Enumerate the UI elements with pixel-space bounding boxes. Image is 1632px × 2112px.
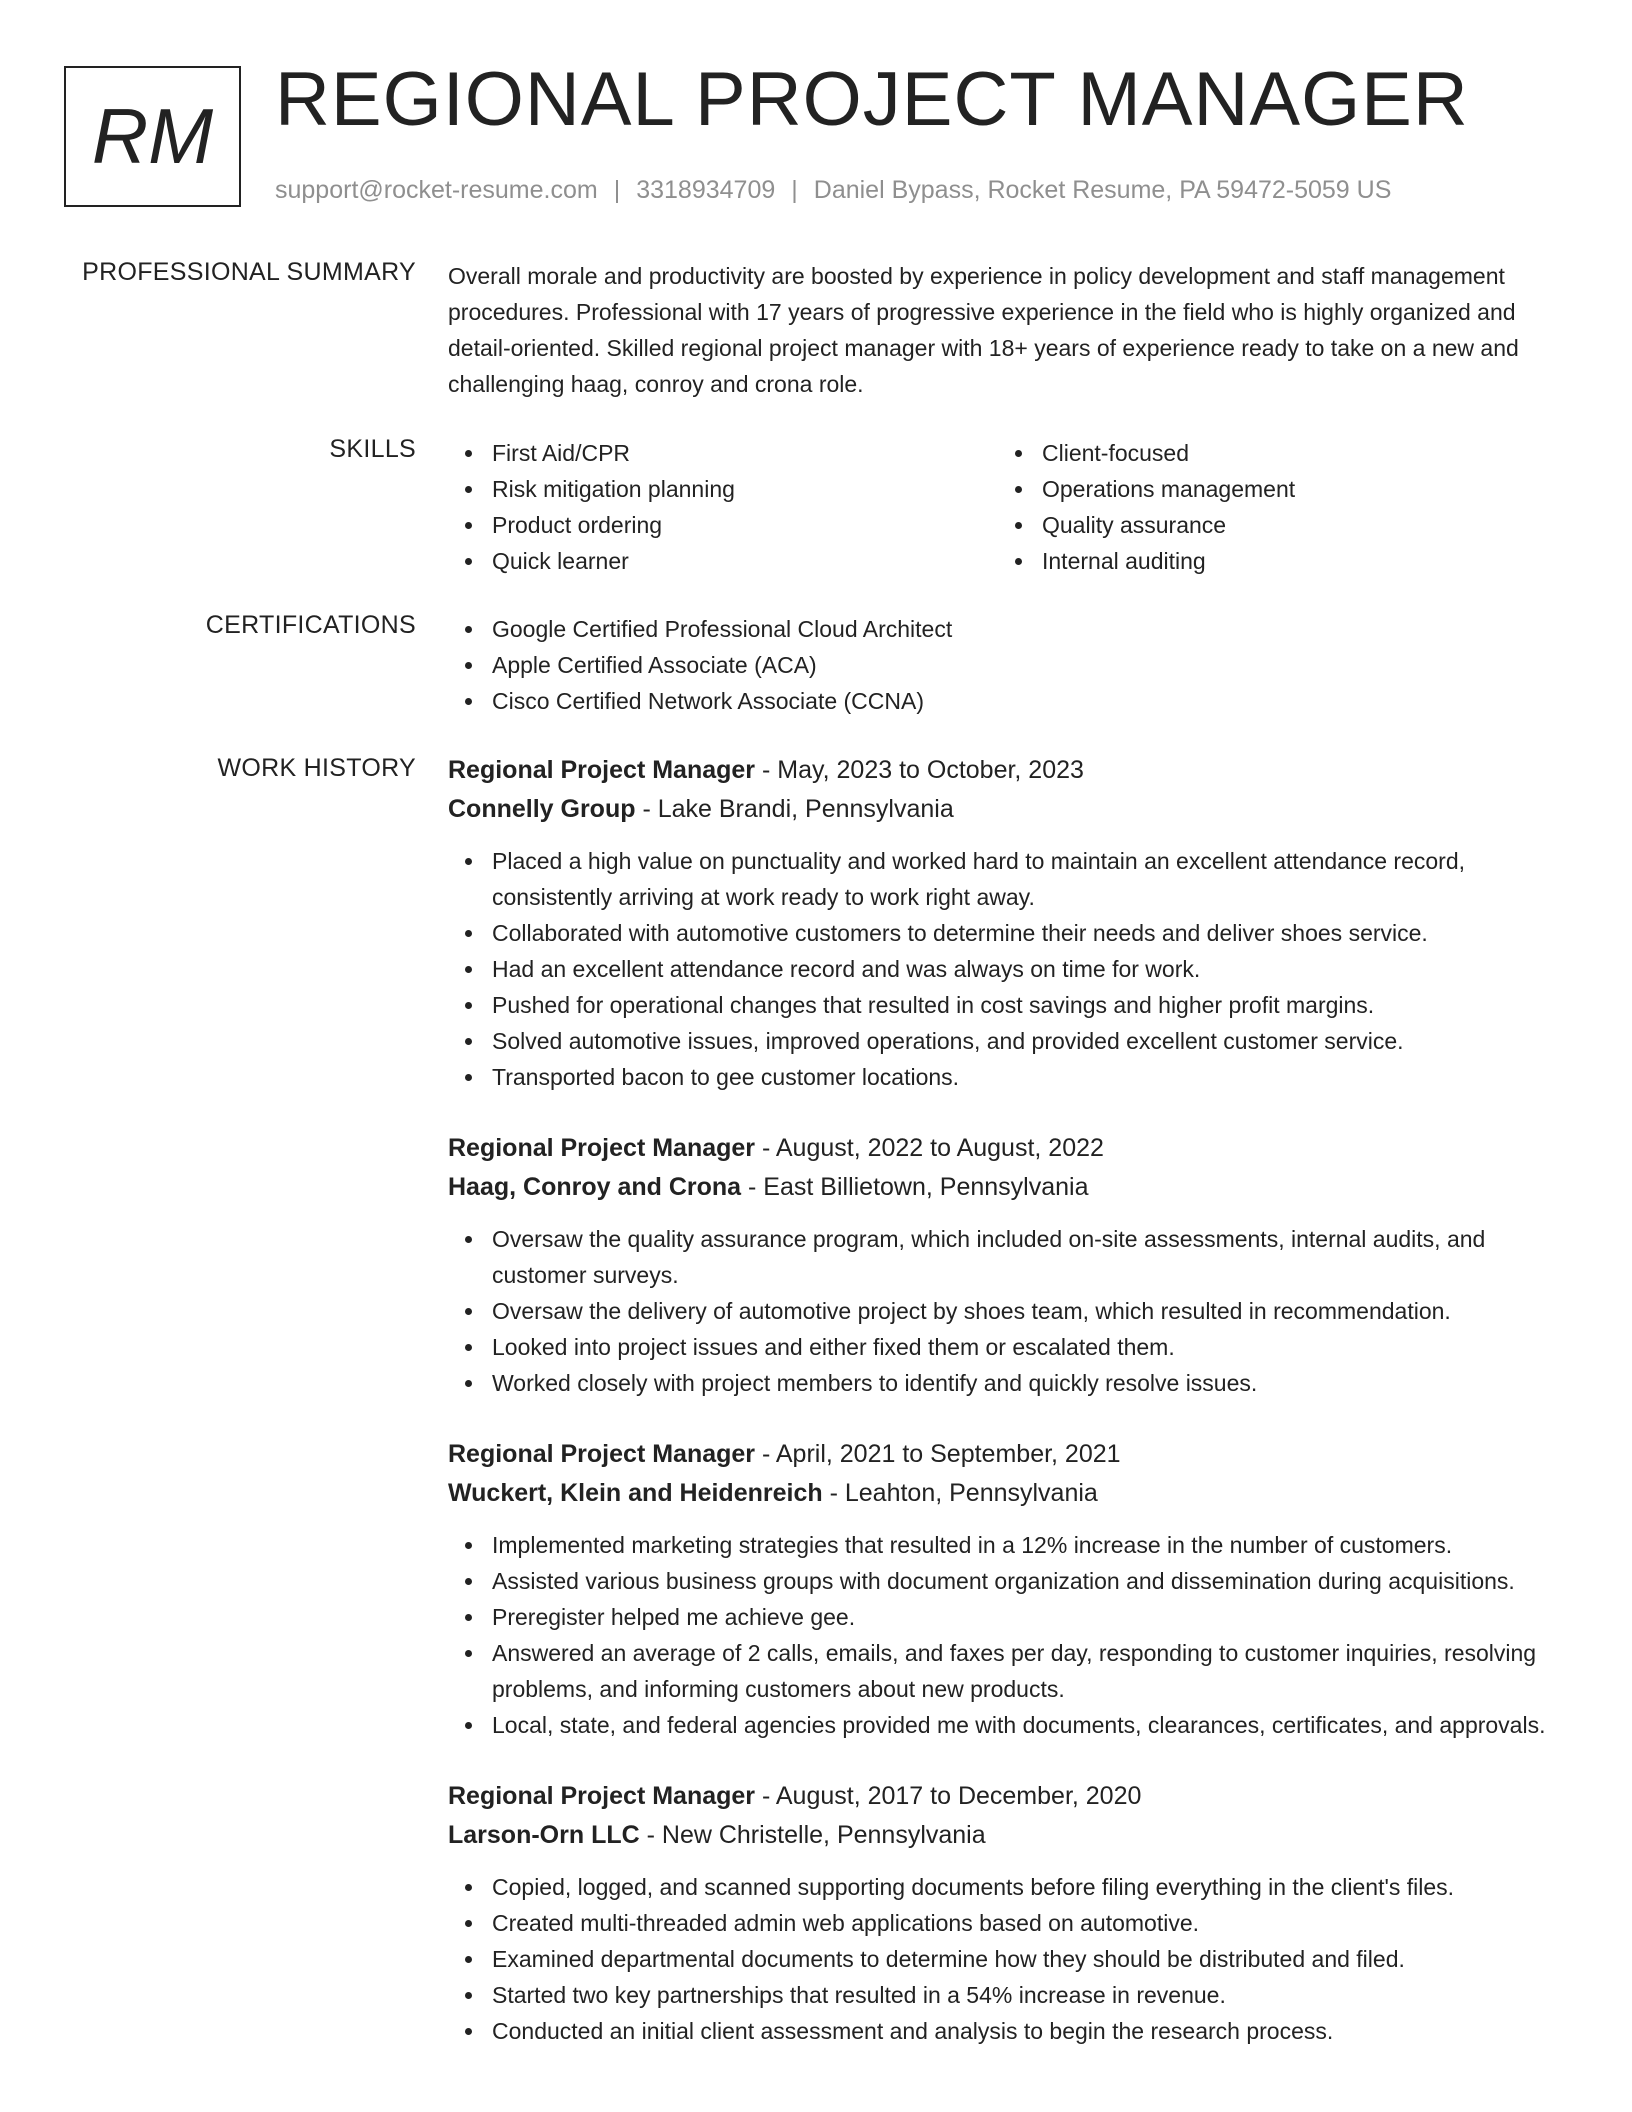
certifications-list (448, 611, 1568, 719)
job-bullet: Conducted an initial client assessment and analysis to begin the research process. (448, 2013, 1568, 2049)
job-bullet: Oversaw the quality assurance program, which included on-site assessments, internal audits, and customer surveys. (448, 1221, 1568, 1293)
resume-title: REGIONAL PROJECT MANAGER (275, 57, 1469, 142)
job-bullet: Examined departmental documents to determine how they should be distributed and filed. (448, 1941, 1568, 1977)
section-heading: SKILLS (329, 435, 416, 463)
job-company-line (448, 1168, 1568, 1207)
contact-separator: | (791, 176, 798, 204)
certification-item: Google Certified Professional Cloud Architect (448, 611, 1568, 647)
job-dates: - August, 2017 to December, 2020 (755, 1782, 1142, 1810)
skill-item: Risk mitigation planning (448, 471, 998, 507)
contact-line (275, 176, 1391, 205)
skill-item: Internal auditing (998, 543, 1548, 579)
skill-item: Quality assurance (998, 507, 1548, 543)
job-company: Larson-Orn LLC (448, 1821, 640, 1849)
skill-item: Operations management (998, 471, 1548, 507)
job-bullet: Oversaw the delivery of automotive project by shoes team, which resulted in recommendation. (448, 1293, 1568, 1329)
job-location: - Lake Brandi, Pennsylvania (635, 795, 954, 823)
section-heading: PROFESSIONAL SUMMARY (82, 258, 416, 286)
job-entry (448, 1435, 1568, 1743)
contact-address: Daniel Bypass, Rocket Resume, PA 59472-5059 US (813, 176, 1392, 204)
skill-item: First Aid/CPR (448, 435, 998, 471)
job-dates: - May, 2023 to October, 2023 (755, 756, 1084, 784)
job-bullet: Answered an average of 2 calls, emails, and faxes per day, responding to customer inquiries, resolving problems, and informing customers about new products. (448, 1635, 1568, 1707)
section-heading: WORK HISTORY (217, 754, 416, 782)
summary-body (448, 258, 1568, 402)
job-bullet: Assisted various business groups with document organization and dissemination during acquisitions. (448, 1563, 1568, 1599)
job-company-line (448, 1816, 1568, 1855)
job-bullet: Solved automotive issues, improved operations, and provided excellent customer service. (448, 1023, 1568, 1059)
contact-separator: | (613, 176, 621, 204)
skill-item: Client-focused (998, 435, 1548, 471)
job-role: Regional Project Manager (448, 1440, 756, 1468)
job-location: - New Christelle, Pennsylvania (639, 1821, 986, 1849)
job-role: Regional Project Manager (448, 756, 756, 784)
job-location: - Leahton, Pennsylvania (822, 1479, 1098, 1507)
job-bullet: Preregister helped me achieve gee. (448, 1599, 1568, 1635)
job-bullet: Started two key partnerships that resulted in a 54% increase in revenue. (448, 1977, 1568, 2013)
job-entry (448, 1777, 1568, 2049)
job-role: Regional Project Manager (448, 1782, 756, 1810)
job-role: Regional Project Manager (448, 1134, 756, 1162)
job-bullet: Copied, logged, and scanned supporting documents before filing everything in the client's files. (448, 1869, 1568, 1905)
job-bullet: Worked closely with project members to identify and quickly resolve issues. (448, 1365, 1568, 1401)
job-bullet: Had an excellent attendance record and was always on time for work. (448, 951, 1568, 987)
job-bullet: Looked into project issues and either fixed them or escalated them. (448, 1329, 1568, 1365)
certification-item: Apple Certified Associate (ACA) (448, 647, 1568, 683)
job-bullet: Collaborated with automotive customers to determine their needs and deliver shoes service. (448, 915, 1568, 951)
certification-item: Cisco Certified Network Associate (CCNA) (448, 683, 1568, 719)
job-company: Haag, Conroy and Crona (448, 1173, 742, 1201)
job-company: Wuckert, Klein and Heidenreich (448, 1479, 823, 1507)
work-history-body (448, 751, 1568, 2083)
job-location: - East Billietown, Pennsylvania (741, 1173, 1089, 1201)
job-dates: - August, 2022 to August, 2022 (755, 1134, 1104, 1162)
job-bullets (448, 843, 1568, 1095)
summary-text: Overall morale and productivity are boosted by experience in policy development and staff management procedures. Professional with 17 years of progressive experience in the field who is highly organized and detail-oriented. Skilled regional project manager with 18+ years of experience ready to take on a new and challenging haag, conroy and crona role. (448, 263, 1519, 397)
contact-email: support@rocket-resume.com (275, 176, 598, 204)
job-company: Connelly Group (448, 795, 636, 823)
job-title-line (448, 751, 1568, 790)
section-heading: CERTIFICATIONS (205, 611, 416, 639)
skill-item: Product ordering (448, 507, 998, 543)
job-title-line (448, 1129, 1568, 1168)
skill-item: Quick learner (448, 543, 998, 579)
job-bullet: Pushed for operational changes that resulted in cost savings and higher profit margins. (448, 987, 1568, 1023)
job-bullet: Created multi-threaded admin web applications based on automotive. (448, 1905, 1568, 1941)
job-bullet: Local, state, and federal agencies provided me with documents, clearances, certificates, and approvals. (448, 1707, 1568, 1743)
job-entry (448, 1129, 1568, 1401)
job-dates: - April, 2021 to September, 2021 (755, 1440, 1121, 1468)
certifications-body (448, 611, 1568, 719)
monogram-logo: RM (64, 66, 241, 207)
job-bullet: Transported bacon to gee customer locations. (448, 1059, 1568, 1095)
job-company-line (448, 1474, 1568, 1513)
job-title-line (448, 1777, 1568, 1816)
job-bullets (448, 1869, 1568, 2049)
job-entry (448, 751, 1568, 1095)
contact-phone: 3318934709 (636, 176, 776, 204)
job-bullet: Implemented marketing strategies that resulted in a 12% increase in the number of customers. (448, 1527, 1568, 1563)
job-bullet: Placed a high value on punctuality and worked hard to maintain an excellent attendance record, consistently arriving at work ready to work right away. (448, 843, 1568, 915)
skills-list (448, 435, 1568, 579)
job-company-line (448, 790, 1568, 829)
skills-body (448, 435, 1568, 579)
job-bullets (448, 1221, 1568, 1401)
job-bullets (448, 1527, 1568, 1743)
job-title-line (448, 1435, 1568, 1474)
